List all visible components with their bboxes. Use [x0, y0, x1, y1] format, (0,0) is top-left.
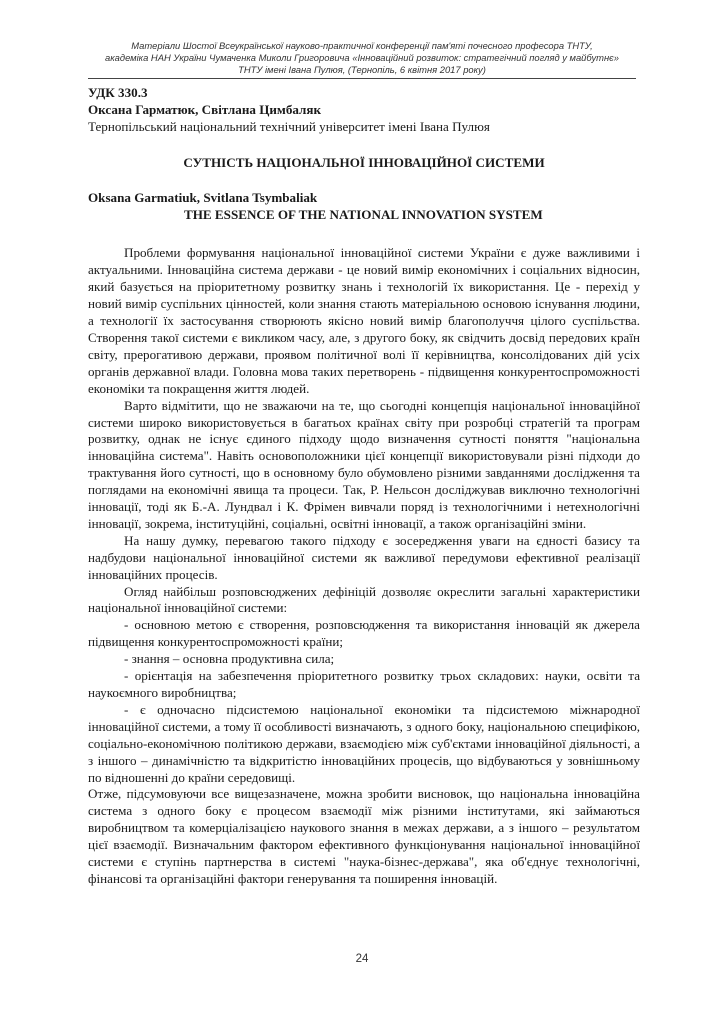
author-affiliation: Тернопільський національний технічний університет імені Івана Пулюя — [88, 118, 490, 134]
paragraph: Огляд найбільш розповсюджених дефініцій дозволяє окреслити загальні характеристики національної інноваційної системи: — [88, 583, 640, 616]
conference-header — [60, 40, 664, 77]
header-divider — [88, 78, 636, 79]
list-item: - основною метою є створення, розповсюдження та використання інновацій як джерела підвищення конкурентоспроможності країни; — [88, 617, 640, 650]
authors-ukrainian: Оксана Гарматюк, Світлана Цимбаляк — [88, 101, 322, 117]
article-body — [88, 85, 640, 888]
paragraph: Варто відмітити, що не зважаючи на те, що сьогодні концепція національної інноваційної системи широко використовується в багатьох країнах світу при розробці стратегій та програм розвитку, однак не існує єдиного підходу щодо визначення сутності поняття "національна інноваційна система". Навіть основоположники цієї концепції використовували різні підходи до трактування його сутності, що в основному було обумовлено різними завданнями дослідження та поглядами на економічні явища та процеси. Так, Р. Нельсон досліджував виключно технологічні інновації, тоді як Б.-А. Лундвал і К. Фрімен вивчали поряд із технологічними і нетехнологічні інновації, зокрема, інституційні, соціальні, освітні інновації, а також організаційні зміни. — [88, 397, 640, 531]
page-number: 24 — [355, 953, 369, 965]
list-item: - знання – основна продуктивна сила; — [124, 651, 335, 667]
title-ukrainian: СУТНІСТЬ НАЦІОНАЛЬНОЇ ІННОВАЦІЙНОЇ СИСТЕМИ — [183, 154, 545, 170]
udk-code: УДК 330.3 — [88, 85, 148, 100]
conclusion-paragraph: Отже, підсумовуючи все вищезазначене, можна зробити висновок, що національна інноваційна система з одного боку є процесом взаємодії між різними інститутами, які займаються виробництвом та комерціалізацією наукового знання в межах держави, а з іншого – результатом цієї взаємодії. Визначальним фактором ефективного функціонування національної інноваційної системи є ступінь партнерства в системі "наука-бізнес-держава", яка об'єднує технологічні, фінансові та організаційні фактори генерування та поширення інновацій. — [88, 786, 640, 886]
list-item: - є одночасно підсистемою національної економіки та підсистемою міжнародної інноваційної системи, а тому її особливості визначають, з одного боку, національною специфікою, соціально-економічною політикою держави, взаємодією між суб'єктами інноваційної діяльності, а з іншого – динамічністю та відкритістю інноваційних процесів, що відбуваються у зовнішньому по відношенні до країни середовищі. — [88, 701, 640, 785]
paragraph: На нашу думку, перевагою такого підходу є зосередження уваги на єдності базису та надбудови національної інноваційної системи як важливої передумови ефективної реалізації інноваційних процесів. — [88, 532, 640, 582]
paragraph: Проблеми формування національної інноваційної системи України є дуже важливими і актуальними. Інноваційна система держави - це новий вимір економічних і соціальних відносин, який базується на пріоритетному розвитку знань і технологій їх використання. Це - перехід у новий вимір суспільних цінностей, коли знання стають матеріальною основою існування людини, а технології їх застосування створюють якісно новий вимір благополуччя цілого суспільства. Створення такої системи є викликом часу, але, з другого боку, як свідчить досвід передових країн світу, прерогативою держави, проявом політичної волі її керівництва, консолідованих дій усіх органів державної влади. Головна мова таких перетворень - підвищення конкурентоспроможності економіки та покращення життя людей. — [88, 245, 640, 396]
header-line-2: академіка НАН України Чумаченка Миколи Григоровича «Інноваційний розвиток: стратегічний погляд у майбутнє» — [105, 52, 619, 64]
list-item: - орієнтація на забезпечення пріоритетного розвитку трьох складових: науки, освіти та наукоємного виробництва; — [88, 668, 640, 700]
header-line-1: Матеріали Шостої Всеукраїнської науково-практичної конференції пам'яті почесного професора ТНТУ, — [131, 40, 593, 51]
title-english: THE ESSENCE OF THE NATIONAL INNOVATION SYSTEM — [184, 206, 543, 222]
header-line-3: ТНТУ імені Івана Пулюя, (Тернопіль, 6 квітня 2017 року) — [238, 64, 486, 76]
authors-english: Oksana Garmatiuk, Svitlana Tsymbaliak — [88, 189, 318, 205]
